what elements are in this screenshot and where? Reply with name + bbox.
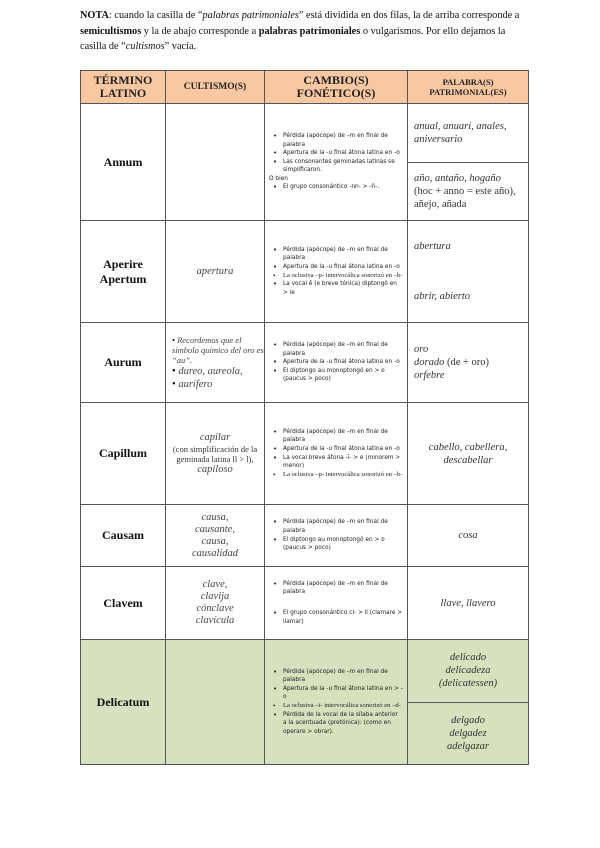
palabra-cell [408, 323, 529, 403]
note-text: y la de abajo corresponde a [141, 25, 259, 37]
cultismo-text: capiloso [197, 463, 233, 475]
patrimonial-text: año, antaño, hogaño [414, 172, 501, 184]
list-item: • Apertura de la -u final átona latina en -o [283, 263, 403, 272]
list-item: • La oclusiva –t- intervocálica sonorizó en –d- [283, 702, 403, 711]
patrimonial-part [408, 703, 528, 765]
semicultismo-text: abertura [414, 240, 451, 252]
cultismo-list [166, 335, 264, 391]
table-row [81, 567, 529, 640]
header-row [81, 71, 529, 104]
cultismo-text: • aurífero [172, 378, 264, 391]
patrimonial-text: delgadez [449, 727, 487, 739]
semicultismo-part [408, 640, 528, 703]
cultismo-cell [166, 640, 265, 765]
note-paragraph [80, 8, 526, 55]
list-item: • Pérdida (apócope) de –m en final de palabra [283, 518, 403, 535]
cultismo-text: • dureo, aureola, [172, 365, 264, 378]
note-text: : cuando la casilla de “ [109, 10, 203, 21]
semicultismo-text: (delicatessen) [438, 678, 498, 690]
cultismo-text: cónclave [196, 603, 234, 614]
list-item: • Apertura de la -u final átona latina en -o [283, 149, 403, 158]
cultismo-text: causalidad [191, 547, 239, 559]
semicultismo-part [408, 221, 528, 272]
cultismo-cell: apertura [166, 221, 265, 323]
list-item: • Pérdida (apócope) de –m en final de palabra [283, 246, 403, 263]
patrimonial-text: abrir, abierto [414, 291, 471, 303]
header-cambio: CAMBIO(S) FONÉTICO(S) [265, 71, 408, 104]
cambio-cell [265, 505, 408, 567]
patrimonial-text: (de + oro) [446, 357, 490, 368]
cultismo-cell [166, 567, 265, 640]
header-latin: TÉRMINO LATINO [81, 71, 166, 104]
cambio-cell [265, 323, 408, 403]
cultismo-text: capilar [199, 431, 231, 443]
list-item: • Apertura de la -u final átona latina en -o [283, 445, 403, 454]
cultismo-cell [166, 104, 265, 221]
list-item: • La vocal breve átona -ĭ- > e (minorem > menor) [283, 454, 403, 471]
cambio-list [265, 424, 407, 483]
cambio-cell [265, 104, 408, 221]
list-item: • La oclusiva –p- intervocálica sonorizó en –b- [283, 272, 403, 281]
note-label: NOTA [80, 10, 109, 21]
list-item: • Pérdida (apócope) de –m en final de palabra [283, 668, 403, 685]
table-row [81, 505, 529, 567]
list-item: • Pérdida (apócope) de –m en final de palabra [283, 428, 403, 445]
list-item: • El grupo consonántico cl- > ll (clamare > llamar) [283, 609, 403, 626]
note-text: o vulgarismos. Por ello dejamos la casilla de “ [80, 25, 506, 53]
patrimonial-part [408, 163, 528, 221]
list-item: • La vocal ĕ (e breve tónica) diptongó en > ie [283, 280, 403, 297]
note-bold: palabras patrimoniales [258, 25, 361, 37]
list-item: • Pérdida de la vocal de la sílaba anterior a la acentuada (pretónica): (como en operare > obrar). [283, 711, 403, 737]
patrimonial-text: delgado [451, 714, 485, 726]
note-text: cultismos [125, 41, 165, 53]
patrimonial-text: adelgazar [447, 740, 489, 752]
list-item: • Pérdida (apócope) de –m en final de palabra [283, 341, 403, 358]
list-item: • El grupo consonántico -nn- > -ñ-. [283, 183, 403, 192]
list-item: • Apertura de la -u final átona latina en > -o [283, 685, 403, 702]
table-row [81, 640, 529, 765]
note-bold: semicultismos [80, 25, 142, 37]
cambio-list [265, 242, 407, 301]
list-item: • El diptongo au monoptongó en > o (paucus > poco) [283, 367, 403, 384]
note-text: ” está dividida en dos filas, la de arriba corresponde a [298, 10, 520, 21]
cultismo-text: clavícula [195, 615, 235, 626]
cultismo-text: clave, [202, 579, 228, 590]
table-row [81, 221, 529, 323]
latin-term: Causam [81, 505, 166, 567]
palabra-cell: cabello, cabellera, descabellar [408, 403, 529, 505]
palabra-cell [408, 640, 529, 765]
cambio-cell [265, 403, 408, 505]
cambio-list [265, 337, 407, 388]
semicultismo-text: delicadeza [445, 665, 491, 677]
cultismo-note: • Recordemos que el símbolo químico del oro es “au”. [172, 335, 264, 365]
table-row [81, 403, 529, 505]
patrimonial-text: dorado [414, 357, 445, 368]
cultismo-cell [166, 403, 265, 505]
cultismo-note: (con simplificación de la geminada latina ll > l), [172, 443, 258, 464]
header-palabra: PALABRA(S) PATRIMONIAL(ES) [408, 71, 529, 104]
cambio-list [265, 128, 407, 196]
cambio-list [265, 664, 407, 741]
palabra-cell: llave, llavero [408, 567, 529, 640]
palabra-cell [408, 221, 529, 323]
cambio-cell [265, 567, 408, 640]
note-text: ” vacía. [164, 41, 197, 53]
patrimonial-text: oro [414, 344, 429, 355]
cultismo-text: clavija [200, 591, 230, 602]
cultismo-text: causa, [201, 535, 229, 547]
palabra-cell: cosa [408, 505, 529, 567]
cambio-cell [265, 221, 408, 323]
list-item: • Apertura de la -u final átona latina en -o [283, 358, 403, 367]
semicultismo-text: delicado [449, 652, 487, 664]
patrimonial-text: orfebre [414, 370, 445, 381]
patrimonial-part [408, 272, 528, 323]
table-row [81, 104, 529, 221]
cultismo-cell [166, 323, 265, 403]
patrimonial-text: (hoc + anno = este año), añejo, añada [414, 185, 516, 210]
cambio-cell [265, 640, 408, 765]
latin-term: Clavem [81, 567, 166, 640]
list-item: • Pérdida (apócope) de –m en final de palabra [283, 580, 403, 597]
list-item: • La oclusiva –p- intervocálica sonorizó en –b- [283, 471, 403, 480]
table-row [81, 323, 529, 403]
cultismo-cell [166, 505, 265, 567]
header-cultismo: CULTISMO(S) [166, 71, 265, 104]
list-item: O bien [269, 175, 288, 182]
latin-term: Capillum [81, 403, 166, 505]
latin-term: Aperire Apertum [81, 221, 166, 323]
palabra-cell [408, 104, 529, 221]
cambio-list [265, 514, 407, 556]
cultismo-text: causa, [201, 511, 229, 523]
cultismo-text: causante, [195, 523, 235, 535]
note-text: palabras patrimoniales [202, 10, 299, 21]
list-item: • El diptongo au monoptongó en > o (paucus > poco) [283, 536, 403, 553]
list-item: • Las consonantes geminadas latinas se simplificaron. [283, 158, 403, 175]
list-item: • Pérdida (apócope) de –m en final de palabra [283, 132, 403, 149]
latin-term: Aurum [81, 323, 166, 403]
semicultismo-part [408, 104, 528, 163]
cambio-list [265, 576, 407, 630]
etymology-table [80, 70, 529, 765]
latin-term: Annum [81, 104, 166, 221]
semicultismo-text: anual, anuari, anales, aniversario [414, 120, 507, 145]
latin-term: Delicatum [81, 640, 166, 765]
